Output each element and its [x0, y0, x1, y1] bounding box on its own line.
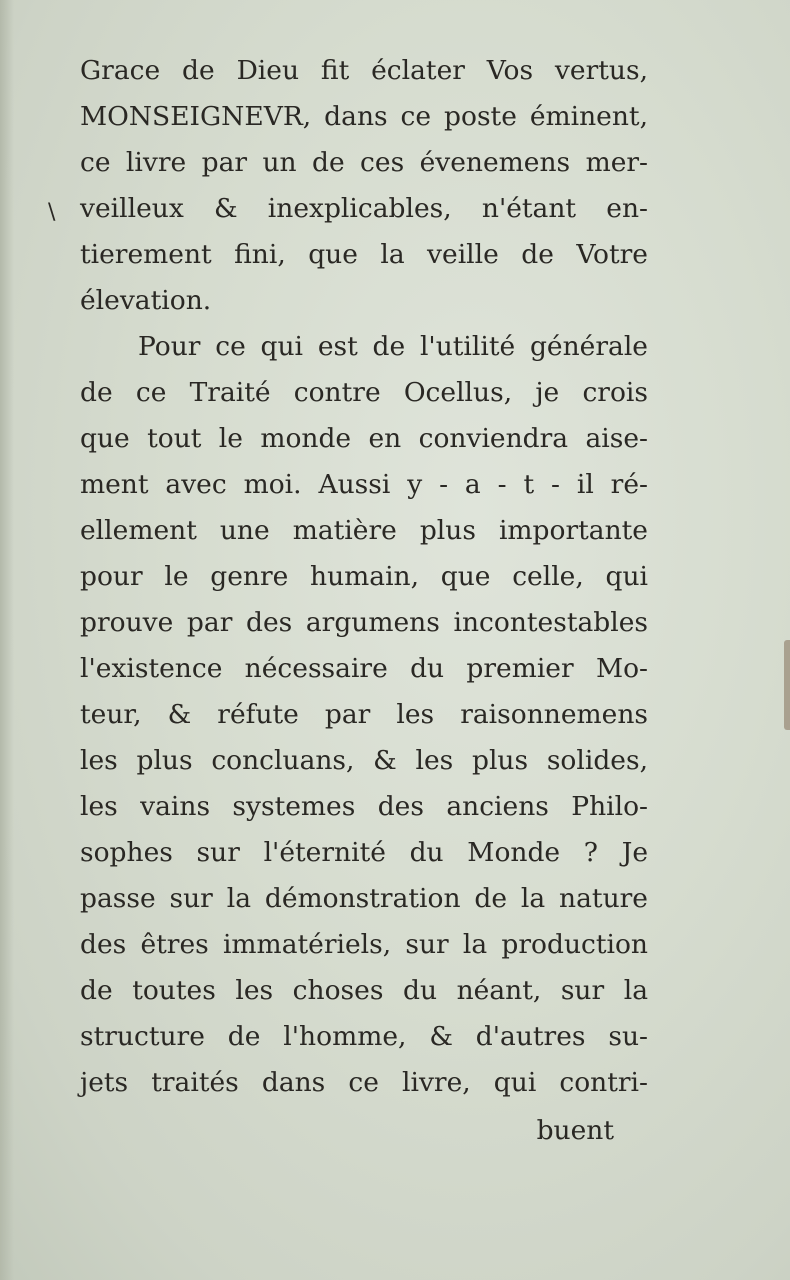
text-line: ellement une matière plus importante: [80, 515, 648, 546]
margin-mark: \: [48, 200, 56, 225]
text-line: de toutes les choses du néant, sur la: [80, 975, 648, 1006]
text-line: structure de l'homme, & d'autres su-: [80, 1021, 648, 1052]
body-text: [80, 48, 648, 1106]
text-line: Pour ce qui est de l'utilité générale: [138, 331, 648, 362]
text-line: ce livre par un de ces évenemens mer-: [80, 147, 648, 178]
text-line: teur, & réfute par les raisonnemens: [80, 699, 648, 730]
catchword: buent: [536, 1115, 614, 1146]
text-line: tierement fini, que la veille de Votre: [80, 239, 648, 270]
text-line: MONSEIGNEVR, dans ce poste éminent,: [80, 101, 648, 132]
text-line: jets traités dans ce livre, qui contri-: [80, 1067, 648, 1098]
text-line: veilleux & inexplicables, n'étant en-: [80, 193, 648, 224]
text-line: des êtres immatériels, sur la production: [80, 929, 648, 960]
text-line: prouve par des argumens incontestables: [80, 607, 648, 638]
text-line: sophes sur l'éternité du Monde ? Je: [80, 837, 648, 868]
text-line: l'existence nécessaire du premier Mo-: [80, 653, 648, 684]
text-line: les plus concluans, & les plus solides,: [80, 745, 648, 776]
text-line: élevation.: [80, 285, 212, 316]
page-edge-stain: [784, 640, 790, 730]
gutter-shadow: [0, 0, 14, 1280]
text-line: de ce Traité contre Ocellus, je crois: [80, 377, 648, 408]
text-line: ment avec moi. Aussi y - a - t - il ré-: [80, 469, 648, 500]
text-line: que tout le monde en conviendra aise-: [80, 423, 648, 454]
text-line: pour le genre humain, que celle, qui: [80, 561, 648, 592]
text-line: Grace de Dieu fit éclater Vos vertus,: [80, 55, 648, 86]
text-line: les vains systemes des anciens Philo-: [80, 791, 648, 822]
text-line: passe sur la démonstration de la nature: [80, 883, 648, 914]
